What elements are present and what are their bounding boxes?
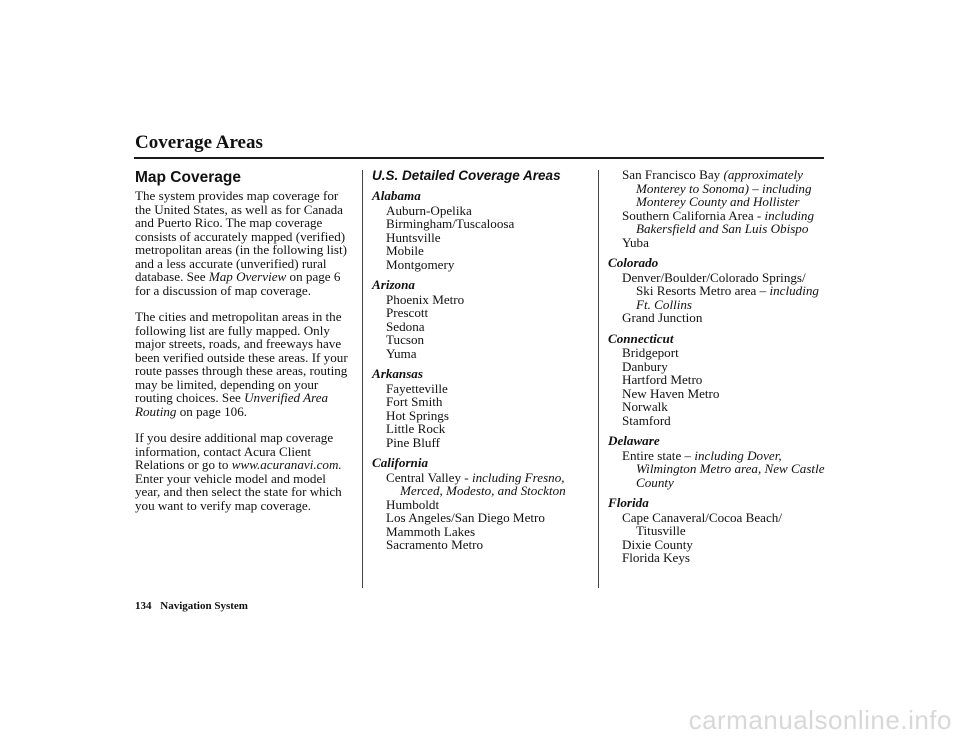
- coverage-area-name: Fayetteville: [386, 380, 448, 396]
- state-name: Colorado: [608, 255, 659, 270]
- coverage-area-item: [372, 511, 596, 525]
- coverage-area-name: Danbury: [622, 358, 668, 374]
- coverage-area-name: Yuba: [622, 234, 649, 250]
- paragraph-1: [135, 189, 353, 297]
- state-block: [608, 434, 826, 489]
- coverage-area-item: [372, 258, 596, 272]
- state-name: Florida: [608, 495, 649, 510]
- website-link[interactable]: www.acuranavi.com.: [231, 457, 342, 472]
- paragraph-text: on page 6 for a discussion of map coverage.: [135, 269, 341, 298]
- coverage-area-name: Mobile: [386, 243, 424, 258]
- paragraph-3: [135, 431, 353, 512]
- state-list: [372, 189, 596, 552]
- coverage-area-item: [372, 293, 596, 307]
- coverage-area-name: Florida Keys: [622, 550, 691, 565]
- coverage-area-item: [608, 360, 826, 374]
- coverage-area-name: Birmingham/Tuscaloosa: [386, 216, 515, 231]
- coverage-area-name: Hot Springs: [386, 407, 449, 423]
- unverified-area-routing-link[interactable]: Unverified Area Routing: [135, 390, 329, 419]
- coverage-area-note: including Fresno, Merced, Modesto, and Stockton: [400, 469, 566, 498]
- coverage-area-name: Fort Smith: [386, 394, 443, 409]
- us-coverage-column: [372, 168, 596, 559]
- state-name: Alabama: [372, 188, 421, 203]
- coverage-area-item: [608, 400, 826, 414]
- coverage-area-item: [372, 409, 596, 423]
- title-rule: [134, 157, 824, 159]
- california-continued: [608, 168, 826, 249]
- coverage-area-name: Entire state –: [622, 447, 695, 463]
- coverage-area-name: San Francisco Bay: [622, 167, 724, 182]
- state-name: Arizona: [372, 277, 415, 292]
- coverage-area-item: [608, 373, 826, 387]
- coverage-area-item: [372, 231, 596, 245]
- coverage-area-name: Los Angeles/San Diego Metro: [386, 510, 545, 525]
- coverage-area-name: Sacramento Metro: [386, 537, 484, 552]
- state-block: [608, 332, 826, 428]
- state-block: [608, 256, 826, 325]
- coverage-area-item: [372, 320, 596, 334]
- coverage-area-name: Mammoth Lakes: [386, 523, 476, 539]
- coverage-area-note: including Ft. Collins: [636, 283, 819, 312]
- map-coverage-column: [135, 168, 353, 525]
- coverage-area-name: Little Rock: [386, 421, 446, 436]
- coverage-area-item: [372, 436, 596, 450]
- coverage-area-name: Pine Bluff: [386, 434, 440, 450]
- coverage-area-item: [608, 236, 826, 250]
- coverage-area-item: [372, 333, 596, 347]
- coverage-area-name: Tucson: [386, 332, 425, 347]
- coverage-area-item: [372, 538, 596, 552]
- coverage-area-name: Prescott: [386, 305, 429, 320]
- paragraph-text: Enter your vehicle model and model year, and then select the state for which you want to verify map coverage.: [135, 470, 342, 513]
- coverage-area-item: [372, 525, 596, 539]
- state-name: Connecticut: [608, 330, 674, 346]
- coverage-area-item: [608, 168, 826, 209]
- coverage-area-name: Montgomery: [386, 256, 455, 272]
- coverage-area-item: [608, 511, 826, 538]
- coverage-area-name: New Haven Metro: [622, 385, 720, 401]
- coverage-area-item: [372, 204, 596, 218]
- coverage-area-item: [372, 306, 596, 320]
- state-name: Delaware: [608, 433, 660, 448]
- state-block: [608, 496, 826, 565]
- coverage-area-item: [608, 414, 826, 428]
- map-coverage-heading: Map Coverage: [135, 169, 241, 186]
- coverage-area-item: [608, 551, 826, 565]
- coverage-area-name: Hartford Metro: [622, 372, 703, 387]
- page-footer: [135, 600, 248, 612]
- paragraph-text: The cities and metropolitan areas in the following list are fully mapped. Only major streets, roads, and freeways have been verified outside these areas. If your route passes through these areas, routing may be limited, depending on your routing choices. See: [135, 309, 348, 405]
- coverage-area-item: [608, 209, 826, 236]
- coverage-area-item: [372, 382, 596, 396]
- coverage-area-item: [372, 217, 596, 231]
- state-name: California: [372, 455, 429, 470]
- footer-label: Navigation System: [160, 600, 248, 612]
- paragraph-text: The system provides map coverage for the United States, as well as for Canada and Puerto Rico. The map coverage consists of accurately mapped (verified) metropolitan areas (in the following list) and a less accurate (unverified) rural database. See: [135, 188, 347, 284]
- coverage-area-item: [608, 538, 826, 552]
- coverage-area-item: [608, 449, 826, 490]
- map-overview-link[interactable]: Map Overview: [208, 269, 287, 284]
- coverage-area-item: [608, 387, 826, 401]
- coverage-area-name: Grand Junction: [622, 310, 703, 325]
- coverage-area-item: [608, 346, 826, 360]
- coverage-area-item: [372, 395, 596, 409]
- coverage-area-item: [608, 311, 826, 325]
- coverage-area-item: [608, 271, 826, 312]
- paragraph-text: on page 106.: [176, 403, 248, 419]
- coverage-area-name: Dixie County: [622, 536, 693, 552]
- state-name: Arkansas: [372, 366, 423, 381]
- coverage-area-name: Humboldt: [386, 496, 440, 512]
- coverage-area-name: Yuma: [386, 345, 417, 361]
- state-block: [372, 278, 596, 360]
- page-number: 134: [135, 600, 152, 612]
- state-list: [608, 256, 826, 565]
- coverage-area-item: [372, 244, 596, 258]
- state-block: [372, 367, 596, 449]
- coverage-area-name: Phoenix Metro: [386, 291, 465, 307]
- paragraph-text: If you desire additional map coverage information, contact Acura Client Relations or go to: [135, 430, 334, 472]
- coverage-area-item: [372, 422, 596, 436]
- column-divider: [362, 170, 363, 588]
- coverage-area-name: Cape Canaveral/Cocoa Beach/ Titusville: [622, 509, 782, 538]
- watermark-text: carmanualsonline.info: [688, 705, 952, 735]
- coverage-area-name: Denver/Boulder/Colorado Springs/ Ski Resorts Metro area –: [622, 269, 806, 298]
- state-block: [372, 456, 596, 552]
- coverage-area-name: Norwalk: [622, 399, 668, 414]
- coverage-area-name: Huntsville: [386, 229, 441, 245]
- coverage-area-name: Auburn-Opelika: [386, 202, 472, 218]
- coverage-area-name: Stamford: [622, 412, 671, 428]
- paragraph-2: [135, 310, 353, 418]
- us-coverage-heading: U.S. Detailed Coverage Areas: [372, 168, 561, 183]
- coverage-area-name: Southern California Area -: [622, 207, 765, 223]
- coverage-area-name: Bridgeport: [622, 345, 679, 360]
- coverage-area-note: including Dover, Wilmington Metro area, New Castle County: [636, 447, 825, 490]
- coverage-area-item: [372, 498, 596, 512]
- coverage-area-item: [372, 347, 596, 361]
- coverage-area-item: [372, 471, 596, 498]
- page-title: Coverage Areas: [135, 132, 263, 153]
- coverage-area-name: Sedona: [386, 318, 425, 334]
- coverage-area-note: (approximately Monterey to Sonoma) – including Monterey County and Hollister: [636, 167, 812, 209]
- column-divider: [598, 170, 599, 588]
- us-coverage-column-continued: [608, 168, 826, 572]
- coverage-area-name: Central Valley -: [386, 469, 472, 485]
- coverage-area-note: including Bakersfield and San Luis Obispo: [636, 207, 815, 236]
- state-block: [372, 189, 596, 271]
